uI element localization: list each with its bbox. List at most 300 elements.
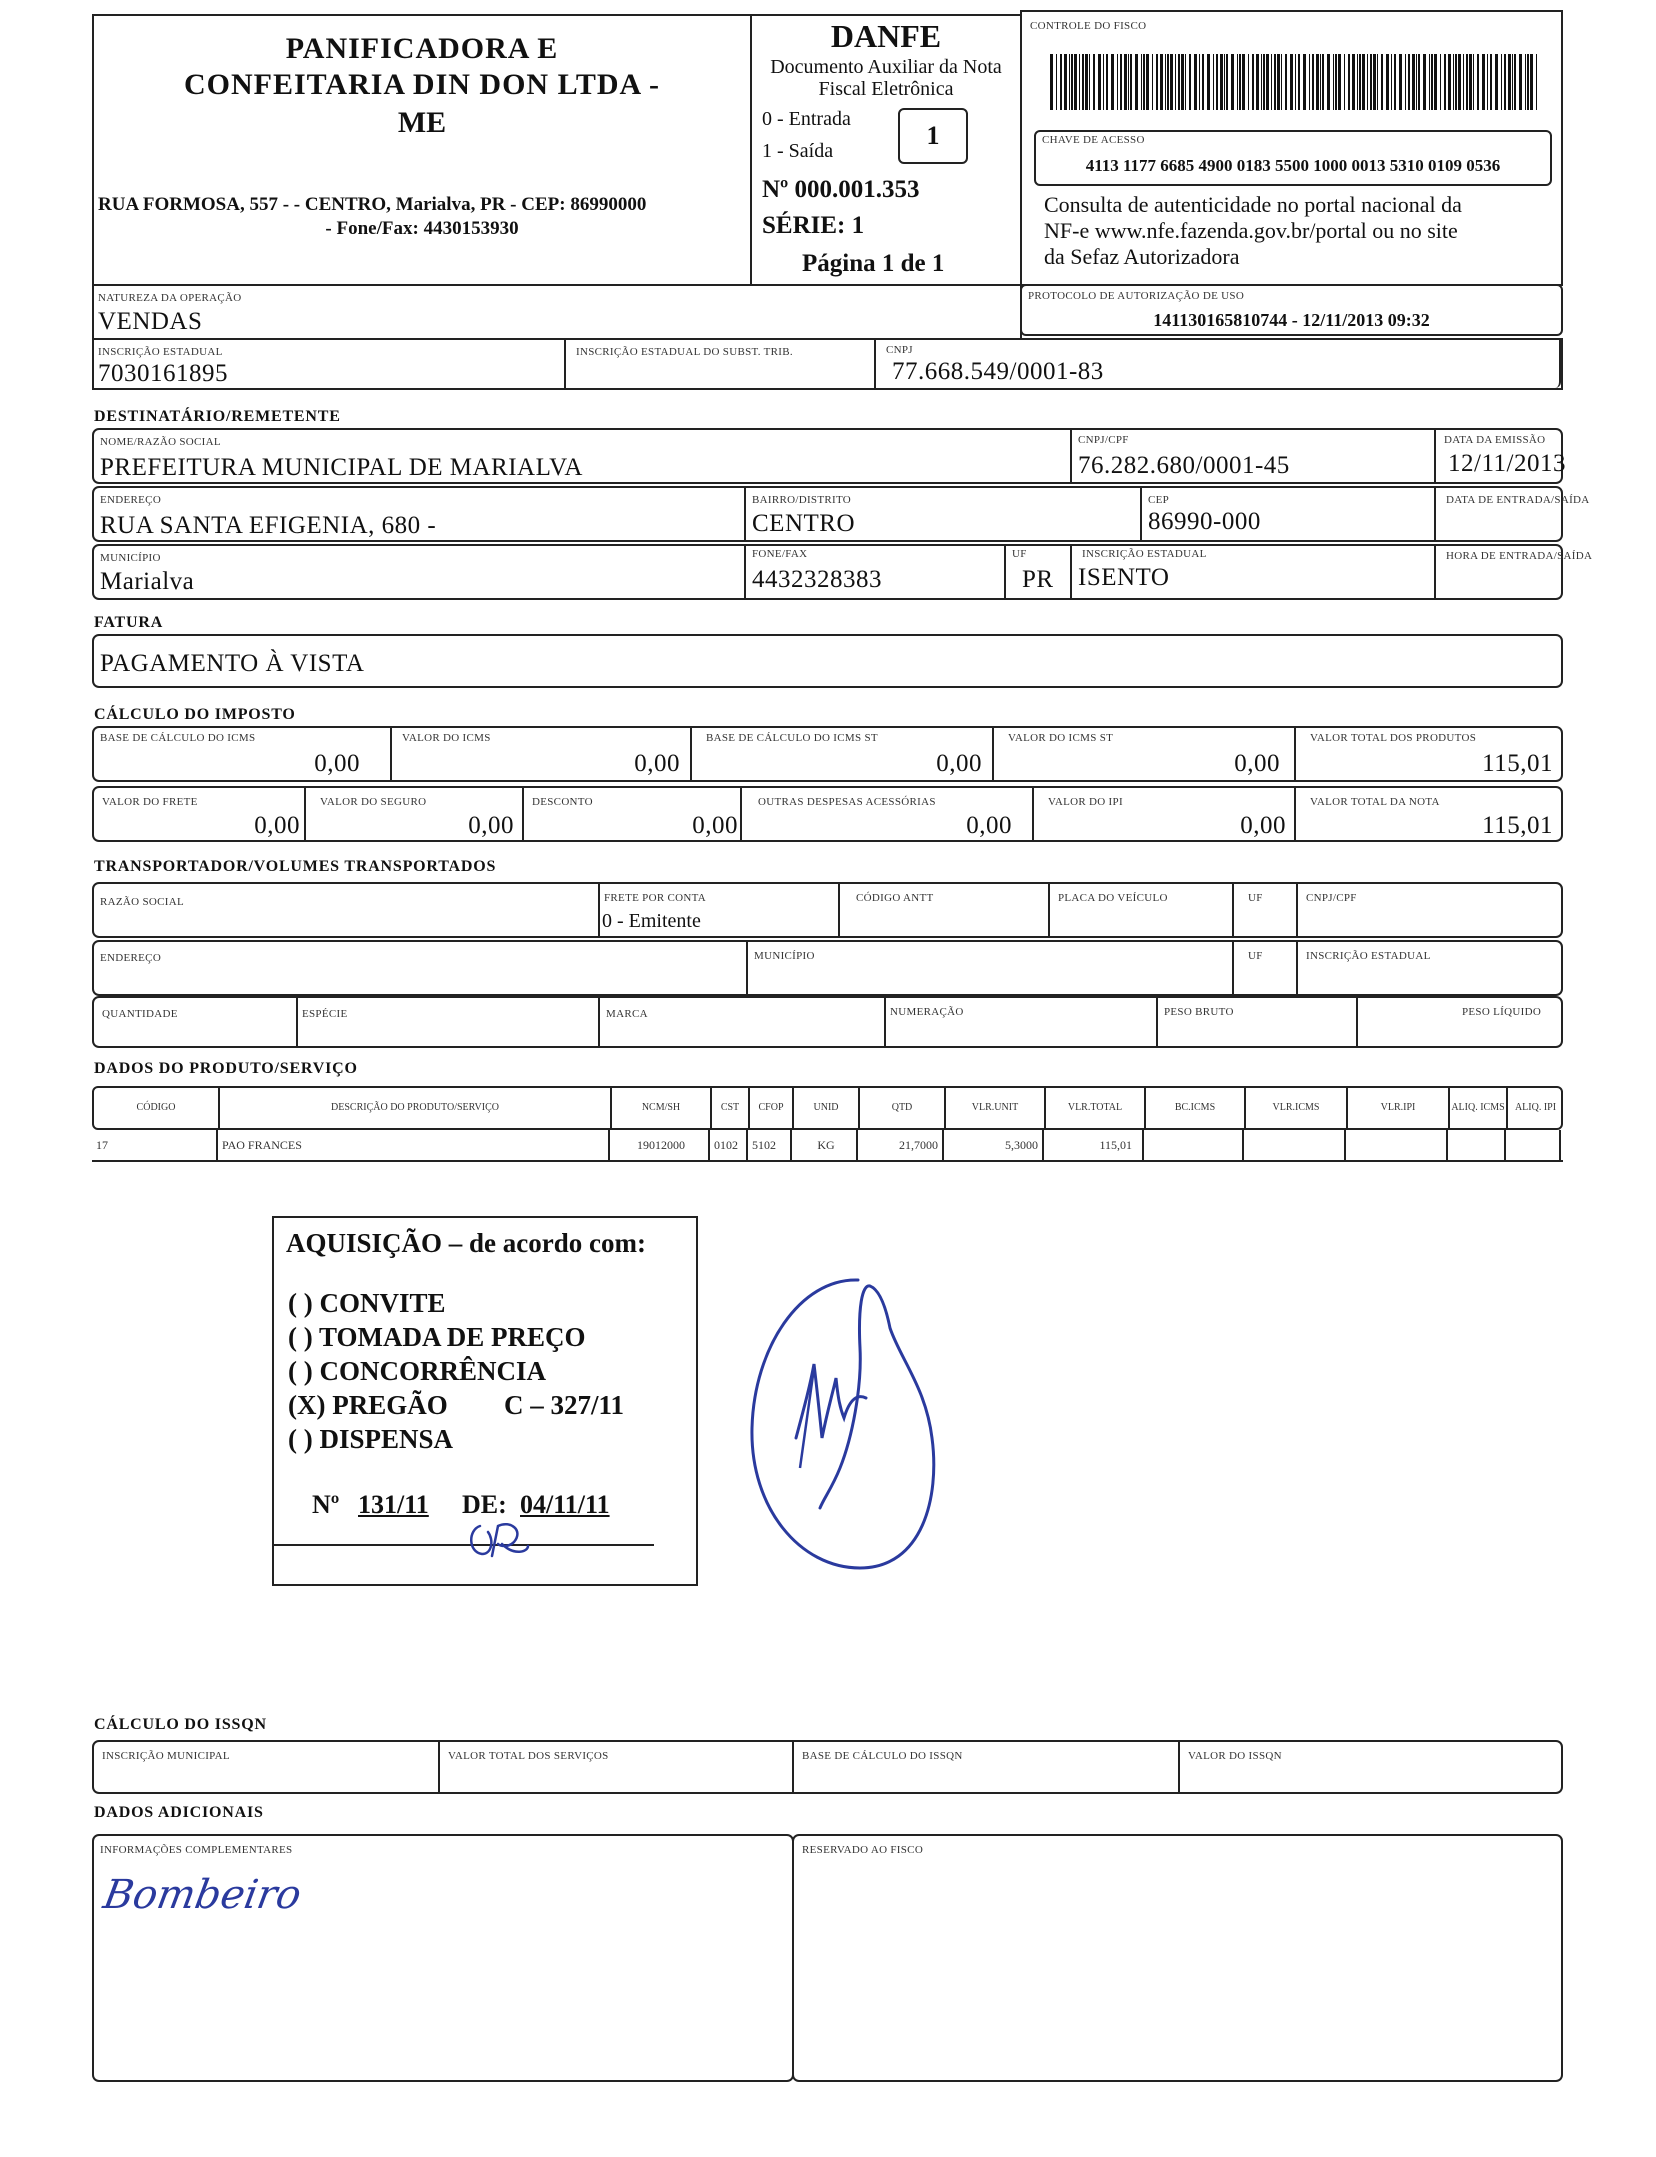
aquisicao-numero: 131/11 — [358, 1490, 429, 1519]
barcode-bar — [1440, 54, 1441, 110]
barcode-bar — [1248, 54, 1249, 110]
transp-peso-liquido-cell — [1356, 998, 1561, 1046]
col-unid: UNID — [792, 1088, 858, 1128]
ie-subst-cell — [564, 340, 874, 388]
info-complementares-label: INFORMAÇÕES COMPLEMENTARES — [100, 1844, 293, 1856]
col-qtd: QTD — [858, 1088, 944, 1128]
dest-hora-label: HORA DE ENTRADA/SAÍDA — [1446, 550, 1593, 562]
dest-emissao-cell — [1434, 430, 1566, 482]
row-aliq-icms — [1446, 1130, 1504, 1160]
barcode-bar — [1060, 54, 1062, 110]
transp-frete-label: FRETE POR CONTA — [604, 892, 707, 904]
transp-row3 — [92, 996, 1563, 1048]
issuer-name-line2: CONFEITARIA DIN DON LTDA - — [183, 68, 661, 101]
transp-row2 — [92, 940, 1563, 996]
barcode-bar — [1312, 54, 1314, 110]
dest-emissao-value: 12/11/2013 — [1448, 450, 1566, 477]
transp-municipio-label: MUNICÍPIO — [754, 950, 815, 962]
transp-quantidade-label: QUANTIDADE — [102, 1008, 178, 1020]
chave-acesso-box — [1034, 130, 1552, 186]
aquisicao-pregao-ref: C – 327/11 — [504, 1390, 625, 1420]
barcode-bar — [1482, 54, 1485, 110]
barcode-bar — [1298, 54, 1300, 110]
dest-bairro-cell — [744, 488, 1140, 540]
barcode-bar — [1357, 54, 1358, 110]
ie-row — [92, 338, 1563, 390]
barcode-bar — [1167, 54, 1169, 110]
barcode-bar — [1416, 54, 1417, 110]
barcode-bar — [1504, 54, 1506, 110]
barcode-bar — [1226, 54, 1228, 110]
transp-placa-cell — [1048, 884, 1232, 936]
dest-cep-label: CEP — [1148, 494, 1170, 506]
outras-despesas-value: 0,00 — [966, 812, 1012, 839]
aquisicao-convite: ( ) CONVITE — [288, 1288, 446, 1318]
transp-uf2-label: UF — [1248, 950, 1263, 962]
barcode — [1050, 54, 1540, 110]
issqn-base-label: BASE DE CÁLCULO DO ISSQN — [802, 1750, 963, 1762]
aquisicao-data: 04/11/11 — [520, 1490, 610, 1519]
barcode-bar — [1290, 54, 1293, 110]
cnpj-label: CNPJ — [886, 344, 913, 356]
barcode-bar — [1170, 54, 1173, 110]
aquisicao-pregao: (X) PREGÃO — [288, 1390, 448, 1420]
danfe-type-box — [898, 108, 968, 164]
dest-bairro-label: BAIRRO/DISTRITO — [752, 494, 852, 506]
transp-municipio-cell — [746, 942, 1232, 994]
barcode-bar — [1303, 54, 1306, 110]
transp-uf-label: UF — [1248, 892, 1263, 904]
barcode-bar — [1487, 54, 1488, 110]
row-cst: 0102 — [708, 1130, 746, 1160]
barcode-bar — [1128, 54, 1129, 110]
barcode-bar — [1103, 54, 1104, 110]
issqn-box — [92, 1740, 1563, 1794]
col-vlr-ipi: VLR.IPI — [1346, 1088, 1448, 1128]
consulta-line2: NF-e www.nfe.fazenda.gov.br/portal ou no site — [1044, 218, 1458, 243]
col-cst: CST — [710, 1088, 748, 1128]
barcode-bar — [1079, 54, 1080, 110]
aquisicao-tomada: ( ) TOMADA DE PREÇO — [288, 1322, 586, 1352]
fatura-value: PAGAMENTO À VISTA — [100, 650, 365, 677]
barcode-bar — [1399, 54, 1402, 110]
barcode-bar — [1386, 54, 1389, 110]
seguro-value: 0,00 — [468, 812, 514, 839]
barcode-bar — [1423, 54, 1426, 110]
imposto-r1c3 — [690, 728, 992, 780]
barcode-bar — [1295, 54, 1296, 110]
valor-icms-st-label: VALOR DO ICMS ST — [1008, 732, 1114, 744]
reservado-fisco-label: RESERVADO AO FISCO — [802, 1844, 924, 1856]
dest-fone-cell — [744, 546, 1004, 598]
col-vlr-icms: VLR.ICMS — [1244, 1088, 1346, 1128]
transp-placa-label: PLACA DO VEÍCULO — [1058, 892, 1168, 904]
col-aliq-ipi: ALIQ. IPI — [1506, 1088, 1563, 1128]
chave-acesso-label: CHAVE DE ACESSO — [1042, 134, 1145, 146]
valor-icms-label: VALOR DO ICMS — [402, 732, 491, 744]
issuer-name-line3: ME — [397, 106, 447, 139]
transp-cnpj-cell — [1296, 884, 1561, 936]
dest-hora-cell — [1434, 546, 1593, 598]
dest-row3 — [92, 544, 1593, 600]
barcode-bar — [1536, 54, 1537, 110]
barcode-bar — [1477, 54, 1479, 110]
barcode-bar — [1207, 54, 1210, 110]
barcode-bar — [1141, 54, 1142, 110]
transp-peso-bruto-cell — [1156, 998, 1356, 1046]
transp-ie-cell — [1296, 942, 1561, 994]
produtos-table — [92, 1086, 1563, 1164]
imposto-r2c2 — [304, 788, 522, 840]
fatura-section-title: FATURA — [94, 614, 164, 631]
imposto-r2c6 — [1294, 788, 1561, 840]
aquisicao-dispensa: ( ) DISPENSA — [288, 1424, 454, 1454]
row-unid: KG — [790, 1130, 856, 1160]
transp-peso-bruto-label: PESO BRUTO — [1164, 1006, 1234, 1018]
transp-row1 — [92, 882, 1563, 938]
aquisicao-de-prefix: DE: — [462, 1490, 507, 1519]
row-vlr-ipi — [1344, 1130, 1446, 1160]
barcode-bar — [1143, 54, 1145, 110]
col-descricao: DESCRIÇÃO DO PRODUTO/SERVIÇO — [218, 1088, 610, 1128]
danfe-saida: 1 - Saída — [762, 140, 834, 162]
row-bc-icms — [1142, 1130, 1242, 1160]
barcode-bar — [1448, 54, 1451, 110]
dest-cep-cell — [1140, 488, 1434, 540]
natureza-box — [92, 284, 1022, 340]
danfe-subtitle2: Fiscal Eletrônica — [818, 78, 954, 100]
table-row — [92, 1130, 1563, 1162]
barcode-bar — [1135, 54, 1138, 110]
transp-uf-cell — [1232, 884, 1296, 936]
barcode-bar — [1178, 54, 1180, 110]
barcode-bar — [1074, 54, 1077, 110]
barcode-bar — [1093, 54, 1095, 110]
transp-endereco-label: ENDEREÇO — [100, 952, 162, 964]
barcode-bar — [1242, 54, 1245, 110]
consulta-line3: da Sefaz Autorizadora — [1044, 244, 1240, 269]
transportador-section-title: TRANSPORTADOR/VOLUMES TRANSPORTADOS — [94, 858, 497, 875]
transp-frete-cell — [598, 884, 838, 936]
barcode-bar — [1189, 54, 1191, 110]
barcode-bar — [1089, 54, 1090, 110]
transp-razao-label: RAZÃO SOCIAL — [100, 896, 184, 908]
barcode-bar — [1434, 54, 1437, 110]
barcode-bar — [1519, 54, 1522, 110]
dest-cep-value: 86990-000 — [1148, 508, 1261, 535]
barcode-bar — [1082, 54, 1084, 110]
imposto-r2c4 — [740, 788, 1032, 840]
imposto-r2c1 — [94, 788, 304, 840]
aquisicao-stamp — [272, 1216, 698, 1586]
ie-label: INSCRIÇÃO ESTADUAL — [98, 346, 223, 358]
barcode-bar — [1124, 54, 1127, 110]
transp-peso-liquido-label: PESO LÍQUIDO — [1462, 1006, 1542, 1018]
issqn-servicos-label: VALOR TOTAL DOS SERVIÇOS — [448, 1750, 609, 1762]
signature-mark — [740, 1268, 950, 1598]
barcode-bar — [1490, 54, 1492, 110]
dest-uf-cell — [1004, 546, 1070, 598]
imposto-section-title: CÁLCULO DO IMPOSTO — [94, 706, 296, 723]
col-bc-icms: BC.ICMS — [1144, 1088, 1244, 1128]
destinatario-section-title: DESTINATÁRIO/REMETENTE — [94, 408, 341, 425]
imposto-r1c4 — [992, 728, 1294, 780]
barcode-bar — [1335, 54, 1337, 110]
valor-ipi-value: 0,00 — [1240, 812, 1286, 839]
dest-municipio-label: MUNICÍPIO — [100, 552, 161, 564]
fisco-box — [1020, 10, 1563, 286]
row-vlr-icms — [1242, 1130, 1344, 1160]
barcode-bar — [1381, 54, 1383, 110]
dest-uf-value: PR — [1022, 566, 1054, 593]
issqn-valor-cell — [1178, 1742, 1561, 1792]
barcode-bar — [1512, 54, 1513, 110]
issqn-servicos-cell — [438, 1742, 792, 1792]
barcode-bar — [1266, 54, 1269, 110]
barcode-bar — [1199, 54, 1200, 110]
barcode-bar — [1152, 54, 1153, 110]
col-vlr-unit: VLR.UNIT — [944, 1088, 1044, 1128]
barcode-bar — [1344, 54, 1345, 110]
row-qtd: 21,7000 — [856, 1130, 942, 1160]
barcode-bar — [1071, 54, 1073, 110]
dest-bairro-value: CENTRO — [752, 510, 855, 537]
barcode-bar — [1501, 54, 1502, 110]
bc-icms-st-value: 0,00 — [936, 750, 982, 777]
barcode-bar — [1431, 54, 1433, 110]
transp-ie-label: INSCRIÇÃO ESTADUAL — [1306, 950, 1431, 962]
reservado-fisco-box — [792, 1834, 1563, 2082]
barcode-bar — [1160, 54, 1163, 110]
barcode-bar — [1220, 54, 1223, 110]
dest-cnpj-cell — [1070, 430, 1434, 482]
dest-ie-value: ISENTO — [1078, 564, 1170, 591]
barcode-bar — [1453, 54, 1454, 110]
barcode-bar — [1216, 54, 1218, 110]
dest-cnpj-value: 76.282.680/0001-45 — [1078, 452, 1290, 479]
barcode-bar — [1373, 54, 1376, 110]
consulta-line1: Consulta de autenticidade no portal nacional da — [1044, 192, 1462, 217]
row-descricao: PAO FRANCES — [216, 1130, 608, 1160]
info-handwritten: Bombeiro — [99, 1872, 305, 1918]
dest-nome-value: PREFEITURA MUNICIPAL DE MARIALVA — [100, 454, 583, 481]
dest-row1 — [92, 428, 1566, 484]
protocolo-box — [1020, 284, 1563, 336]
barcode-bar — [1120, 54, 1122, 110]
barcode-bar — [1333, 54, 1334, 110]
transp-especie-label: ESPÉCIE — [302, 1008, 348, 1020]
aquisicao-concorrencia: ( ) CONCORRÊNCIA — [288, 1356, 546, 1386]
natureza-label: NATUREZA DA OPERAÇÃO — [98, 292, 242, 304]
imposto-r2c3 — [522, 788, 740, 840]
barcode-bar — [1391, 54, 1392, 110]
barcode-bar — [1525, 54, 1526, 110]
barcode-bar — [1085, 54, 1088, 110]
barcode-bar — [1495, 54, 1498, 110]
transp-frete-value: 0 - Emitente — [602, 910, 701, 932]
barcode-bar — [1508, 54, 1511, 110]
protocolo-value: 141130165810744 - 12/11/2013 09:32 — [1153, 310, 1430, 330]
bc-icms-value: 0,00 — [314, 750, 360, 777]
total-nota-label: VALOR TOTAL DA NOTA — [1310, 796, 1440, 808]
total-nota-value: 115,01 — [1482, 812, 1553, 839]
transp-uf2-cell — [1232, 942, 1296, 994]
barcode-bar — [1274, 54, 1276, 110]
transp-cnpj-label: CNPJ/CPF — [1306, 892, 1357, 904]
col-codigo: CÓDIGO — [136, 1102, 176, 1113]
valor-ipi-label: VALOR DO IPI — [1048, 796, 1123, 808]
dest-fone-label: FONE/FAX — [752, 548, 808, 560]
barcode-bar — [1239, 54, 1241, 110]
barcode-bar — [1405, 54, 1406, 110]
produtos-section-title: DADOS DO PRODUTO/SERVIÇO — [94, 1060, 358, 1077]
valor-icms-value: 0,00 — [634, 750, 680, 777]
barcode-bar — [1231, 54, 1234, 110]
transp-especie-cell — [296, 998, 598, 1046]
produtos-header-row — [92, 1086, 1563, 1130]
row-aliq-ipi — [1504, 1130, 1561, 1160]
barcode-bar — [1285, 54, 1287, 110]
barcode-bar — [1146, 54, 1149, 110]
bc-icms-label: BASE DE CÁLCULO DO ICMS — [100, 732, 256, 744]
barcode-bar — [1263, 54, 1265, 110]
issuer-box — [92, 14, 752, 286]
barcode-bar — [1050, 54, 1053, 110]
bc-icms-st-label: BASE DE CÁLCULO DO ICMS ST — [706, 732, 878, 744]
imposto-r1c5 — [1294, 728, 1561, 780]
barcode-bar — [1469, 54, 1472, 110]
col-ncm: NCM/SH — [610, 1088, 710, 1128]
barcode-bar — [1320, 54, 1321, 110]
dest-uf-label: UF — [1012, 548, 1027, 560]
barcode-bar — [1352, 54, 1355, 110]
cnpj-cell — [874, 340, 1561, 388]
barcode-bar — [1175, 54, 1176, 110]
dest-row2 — [92, 486, 1590, 542]
barcode-bar — [1408, 54, 1410, 110]
imposto-r1c2 — [390, 728, 690, 780]
row-codigo: 17 — [96, 1137, 108, 1152]
ie-value: 7030161895 — [98, 360, 228, 387]
imposto-r2c5 — [1032, 788, 1294, 840]
protocolo-label: PROTOCOLO DE AUTORIZAÇÃO DE USO — [1028, 290, 1245, 302]
barcode-bar — [1256, 54, 1259, 110]
natureza-value: VENDAS — [98, 308, 203, 335]
col-aliq-icms: ALIQ. ICMS — [1448, 1088, 1506, 1128]
dest-municipio-value: Marialva — [100, 568, 195, 595]
info-complementares-box — [92, 1834, 794, 2082]
col-vlr-total: VLR.TOTAL — [1044, 1088, 1144, 1128]
barcode-bar — [1224, 54, 1225, 110]
barcode-bar — [1348, 54, 1350, 110]
barcode-bar — [1111, 54, 1114, 110]
danfe-number: Nº 000.001.353 — [762, 176, 920, 203]
barcode-bar — [1069, 54, 1070, 110]
barcode-bar — [1322, 54, 1324, 110]
barcode-bar — [1530, 54, 1533, 110]
issuer-name-line1: PANIFICADORA E — [285, 32, 559, 65]
barcode-bar — [1455, 54, 1457, 110]
ie-subst-label: INSCRIÇÃO ESTADUAL DO SUBST. TRIB. — [576, 346, 793, 358]
adicionais-section-title: DADOS ADICIONAIS — [94, 1804, 264, 1821]
barcode-bar — [1412, 54, 1415, 110]
barcode-bar — [1418, 54, 1420, 110]
danfe-subtitle1: Documento Auxiliar da Nota — [770, 56, 1002, 78]
barcode-bar — [1458, 54, 1461, 110]
barcode-bar — [1370, 54, 1372, 110]
desconto-value: 0,00 — [692, 812, 738, 839]
barcode-bar — [1316, 54, 1319, 110]
cnpj-value: 77.668.549/0001-83 — [892, 358, 1104, 385]
barcode-bar — [1252, 54, 1254, 110]
transp-numeracao-label: NUMERAÇÃO — [890, 1006, 964, 1018]
danfe-type-value: 1 — [926, 121, 940, 150]
transp-antt-cell — [838, 884, 1048, 936]
barcode-bar — [1165, 54, 1166, 110]
dest-cnpj-label: CNPJ/CPF — [1078, 434, 1129, 446]
barcode-bar — [1362, 54, 1365, 110]
row-vlr-total: 115,01 — [1042, 1130, 1142, 1160]
seguro-label: VALOR DO SEGURO — [320, 796, 427, 808]
total-produtos-label: VALOR TOTAL DOS PRODUTOS — [1310, 732, 1477, 744]
imposto-r1c1 — [94, 728, 390, 780]
barcode-bar — [1056, 54, 1057, 110]
transp-antt-label: CÓDIGO ANTT — [856, 892, 934, 904]
barcode-bar — [1194, 54, 1197, 110]
danfe-box — [750, 14, 1022, 286]
total-produtos-value: 115,01 — [1482, 750, 1553, 777]
row-cfop: 5102 — [746, 1130, 790, 1160]
barcode-bar — [1277, 54, 1280, 110]
dest-entrada-saida-label: DATA DE ENTRADA/SAÍDA — [1446, 494, 1590, 506]
barcode-bar — [1367, 54, 1368, 110]
fatura-box — [92, 634, 1563, 688]
barcode-bar — [1185, 54, 1186, 110]
imposto-row1 — [92, 726, 1563, 782]
barcode-bar — [1213, 54, 1214, 110]
issqn-valor-label: VALOR DO ISSQN — [1188, 1750, 1282, 1762]
barcode-bar — [1338, 54, 1341, 110]
desconto-label: DESCONTO — [532, 796, 593, 808]
barcode-bar — [1473, 54, 1474, 110]
issqn-inscricao-label: INSCRIÇÃO MUNICIPAL — [102, 1750, 230, 1762]
danfe-entrada: 0 - Entrada — [762, 108, 851, 130]
barcode-bar — [1106, 54, 1108, 110]
dest-endereco-value: RUA SANTA EFIGENIA, 680 - — [100, 512, 437, 539]
barcode-bar — [1237, 54, 1238, 110]
danfe-serie: SÉRIE: 1 — [762, 212, 865, 239]
barcode-bar — [1130, 54, 1132, 110]
barcode-bar — [1444, 54, 1446, 110]
issuer-address: RUA FORMOSA, 557 - - CENTRO, Marialva, PR - CEP: 86990000 — [98, 194, 647, 215]
row-vlr-unit: 5,3000 — [942, 1130, 1042, 1160]
issqn-base-cell — [792, 1742, 1178, 1792]
issqn-section-title: CÁLCULO DO ISSQN — [94, 1716, 267, 1733]
barcode-bar — [1271, 54, 1272, 110]
controle-fisco-label: CONTROLE DO FISCO — [1030, 20, 1147, 32]
barcode-bar — [1181, 54, 1184, 110]
row-ncm: 19012000 — [608, 1130, 708, 1160]
frete-value: 0,00 — [254, 812, 300, 839]
aquisicao-numero-prefix: Nº — [312, 1490, 340, 1519]
dest-nome-label: NOME/RAZÃO SOCIAL — [100, 436, 221, 448]
initials-mark — [458, 1516, 538, 1566]
issuer-phone: - Fone/Fax: 4430153930 — [325, 218, 519, 239]
danfe-title: DANFE — [830, 18, 942, 54]
barcode-bar — [1429, 54, 1430, 110]
barcode-bar — [1514, 54, 1516, 110]
barcode-bar — [1463, 54, 1464, 110]
